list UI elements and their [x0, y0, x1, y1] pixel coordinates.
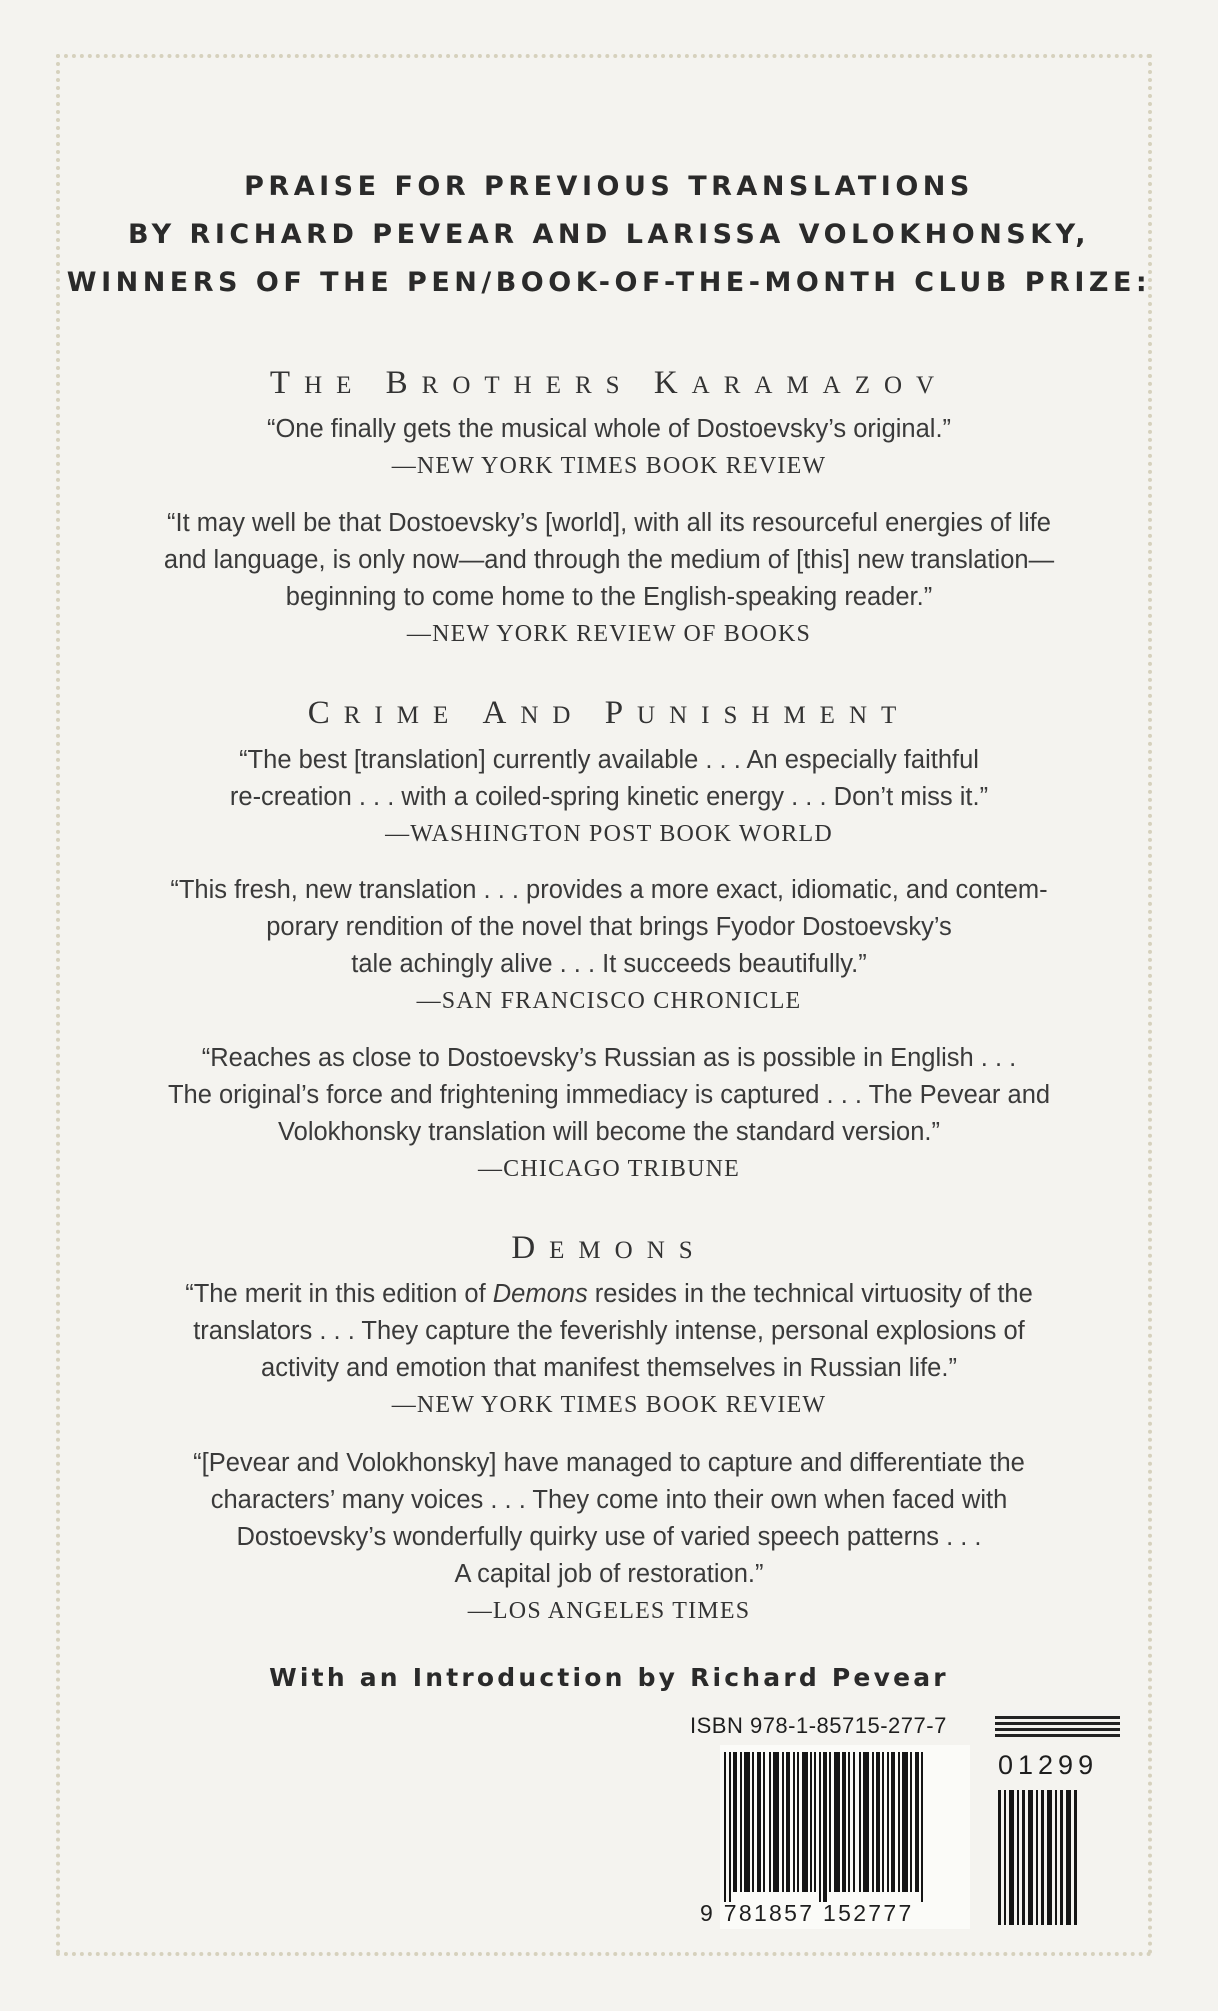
quote-source: —CHICAGO TRIBUNE	[477, 1156, 741, 1182]
barcode-bar	[1074, 1790, 1077, 1925]
introduction-credit: With an Introduction by Richard Pevear	[269, 1663, 949, 1692]
barcode-bar	[876, 1752, 880, 1892]
barcode-bar	[872, 1752, 874, 1892]
isbn-rule-lines	[995, 1716, 1120, 1740]
barcode-bar	[998, 1790, 1001, 1925]
barcode-bar	[882, 1752, 884, 1892]
quote-line: porary rendition of the novel that brings Fyodor Dostoevsky’s	[266, 913, 952, 941]
barcode-bar	[1028, 1790, 1033, 1925]
barcode-icon	[724, 1752, 966, 1902]
quote-block	[0, 505, 1218, 653]
header-line: WINNERS OF THE PEN/BOOK-OF-THE-MONTH CLUB PRIZE:	[66, 267, 1152, 298]
barcode-bar	[744, 1752, 750, 1892]
barcode-bar	[724, 1752, 726, 1902]
barcode-bar	[729, 1752, 731, 1902]
barcode-bar	[1036, 1790, 1038, 1925]
quote-source: —NEW YORK TIMES BOOK REVIEW	[391, 453, 827, 479]
quote-source: —NEW YORK REVIEW OF BOOKS	[406, 621, 812, 647]
barcode-bar	[915, 1752, 919, 1892]
barcode-bar	[769, 1752, 771, 1892]
barcode-bar	[1066, 1790, 1071, 1925]
barcode-bar	[814, 1752, 816, 1892]
section-title-text: CRIME AND PUNISHMENT	[307, 695, 911, 731]
quote-line: Dostoevsky’s wonderfully quirky use of varied speech patterns . . .	[236, 1523, 982, 1551]
barcode-bar	[763, 1752, 765, 1892]
quote-line: activity and emotion that manifest themselves in Russian life.”	[261, 1354, 957, 1382]
section-title-brothers-karamazov	[0, 365, 1218, 401]
barcode-bar	[1009, 1790, 1014, 1925]
barcode-bar	[752, 1752, 754, 1892]
barcode-bar	[757, 1752, 761, 1892]
barcode-bar	[891, 1752, 895, 1892]
quote-line: tale achingly alive . . . It succeeds beautifully.”	[351, 950, 867, 978]
quote-line: “This fresh, new translation . . . provides a more exact, idiomatic, and contem-	[170, 876, 1048, 904]
quote-line: characters’ many voices . . . They come into their own when faced with	[210, 1486, 1008, 1514]
barcode-bar	[863, 1752, 869, 1892]
barcode-bar	[773, 1752, 779, 1892]
barcode-bar	[1017, 1790, 1019, 1925]
barcode-bar	[848, 1752, 850, 1892]
quote-line: re-creation . . . with a coiled-spring kinetic energy . . . Don’t miss it.”	[229, 783, 989, 811]
header-line: PRAISE FOR PREVIOUS TRANSLATIONS	[244, 171, 974, 202]
barcode-bar	[802, 1752, 808, 1892]
quote-source: —LOS ANGELES TIMES	[467, 1598, 751, 1624]
barcode-bar	[797, 1752, 799, 1892]
barcode-bar	[887, 1752, 889, 1892]
barcode-bar	[1041, 1790, 1044, 1925]
quote-line: The original’s force and frightening immediacy is captured . . . The Pevear and	[167, 1081, 1051, 1109]
quote-line: and language, is only now—and through the medium of [this] new translation—	[163, 546, 1055, 574]
quote-line: “One finally gets the musical whole of Dostoevsky’s original.”	[266, 415, 952, 443]
quote-block	[0, 411, 1218, 485]
quote-block	[0, 1040, 1218, 1188]
quote-line: “The best [translation] currently available . . . An especially faithful	[239, 746, 979, 774]
barcode-bar	[782, 1752, 784, 1892]
quote-line: “It may well be that Dostoevsky’s [world], with all its resourceful energies of life	[167, 509, 1051, 537]
section-title-text: DEMONS	[511, 1230, 707, 1266]
quote-line: Volokhonsky translation will become the standard version.”	[278, 1118, 940, 1146]
header-line: BY RICHARD PEVEAR AND LARISSA VOLOKHONSKY,	[127, 219, 1091, 250]
barcode-bar	[1055, 1790, 1057, 1925]
quote-line: “Reaches as close to Dostoevsky’s Russian as is possible in English . . .	[201, 1044, 1017, 1072]
barcode-bar	[810, 1752, 812, 1892]
section-title-crime-and-punishment	[0, 695, 1218, 731]
quote-line: beginning to come home to the English-speaking reader.”	[285, 583, 933, 611]
barcode-bar	[834, 1752, 840, 1892]
barcode-digits: 9 781857 152777	[700, 1900, 914, 1926]
barcode-bar	[823, 1752, 827, 1902]
barcode-bar	[1060, 1790, 1063, 1925]
quote-block	[0, 872, 1218, 1020]
quote-block	[0, 1445, 1218, 1630]
section-title-text: THE BROTHERS KARAMAZOV	[269, 365, 949, 401]
price-barcode-icon	[998, 1790, 1120, 1930]
barcode-bar	[829, 1752, 831, 1892]
barcode-bar	[786, 1752, 790, 1892]
price-code: 01299	[998, 1750, 1099, 1780]
barcode-bar	[1047, 1790, 1052, 1925]
barcode-bar	[733, 1752, 737, 1892]
quote-line: translators . . . They capture the feverishly intense, personal explosions of	[193, 1317, 1025, 1345]
quote-line: A capital job of restoration.”	[454, 1560, 764, 1588]
barcode-bar	[859, 1752, 861, 1892]
quote-line: “[Pevear and Volokhonsky] have managed to capture and differentiate the	[193, 1449, 1025, 1477]
quote-source: —WASHINGTON POST BOOK WORLD	[385, 821, 833, 847]
barcode-bar	[853, 1752, 855, 1892]
section-title-demons	[0, 1230, 1218, 1266]
quote-source: —NEW YORK TIMES BOOK REVIEW	[391, 1392, 827, 1418]
praise-header	[0, 163, 1218, 307]
barcode-bar	[1022, 1790, 1025, 1925]
barcode-bar	[819, 1752, 821, 1902]
barcode-bar	[740, 1752, 742, 1892]
barcode-bar	[793, 1752, 795, 1892]
quote-block	[0, 1276, 1218, 1424]
barcode-bar	[898, 1752, 900, 1892]
quote-source: —SAN FRANCISCO CHRONICLE	[416, 988, 802, 1014]
quote-line: “The merit in this edition of Demons resides in the technical virtuosity of the	[185, 1280, 1033, 1308]
barcode-bar	[921, 1752, 923, 1902]
barcode-bar	[902, 1752, 908, 1892]
barcode-bar	[1004, 1790, 1006, 1925]
barcode-bar	[910, 1752, 912, 1892]
isbn-label: ISBN 978-1-85715-277-7	[690, 1713, 947, 1738]
barcode-bar	[842, 1752, 846, 1892]
quote-block	[0, 742, 1218, 853]
